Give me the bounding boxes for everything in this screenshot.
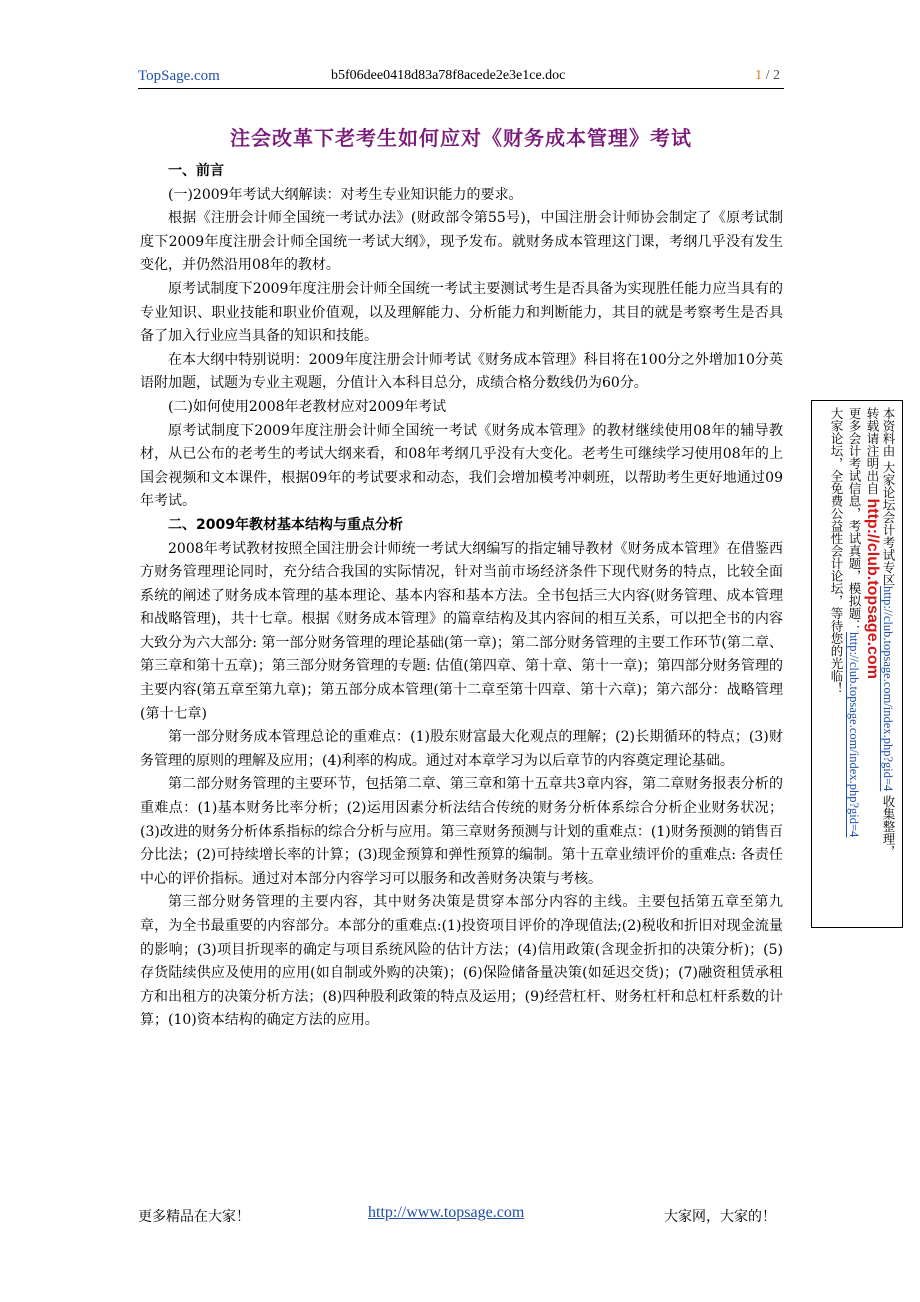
page-current: 1 [755,68,763,83]
file-name: b5f06dee0418d83a78f8acede2e3e1ce.doc [331,68,566,83]
paragraph: (一)2009年考试大纲解读：对考生专业知识能力的要求。 [168,186,523,203]
paragraph: 原考试制度下2009年度注册会计师全国统一考试主要测试考生是否具备为实现胜任能力应当具有的专业知识、职业技能和职业价值观，以及理解能力、分析能力和判断能力，其目的就是考察考生是否具备了加入行业应当具备的知识和技能。 [140,280,783,345]
club-big-link[interactable]: http://club.topsage.com [864,498,881,679]
notice-text: 大家论坛，全免费公益性会计论坛，等待您的光临！ [829,407,844,695]
paragraph: 第三部分财务管理的主要内容，其中财务决策是贯穿本部分内容的主线。主要包括第五章至第九章，为全书最重要的内容部分。本部分的重难点:(1)投资项目评价的净现值法;(2)税收和折旧对现金流量的影响；(3)项目折现率的确定与项目系统风险的估计方法；(4)信用政策(含现金折扣的决策分析)；(5)存货陆续供应及使用的应用(如自制或外购的决策)；(6)保险储备量决策(如延迟交货)；(7)融资租赁承租方和出租方的决策分析方法；(8)四种股利政策的特点及运用；(9)经营杠杆、财务杠杆和总杠杆系数的计算；(10)资本结构的确定方法的应用。 [140,894,783,1029]
document-body [140,160,783,1033]
notice-text: 转载请注明出自 [865,407,880,499]
notice-column-2 [865,407,880,679]
paragraph: 原考试制度下2009年度注册会计师全国统一考试《财务成本管理》的教材继续使用08年的辅导教材，从已公布的老考生的考试大纲来看，和08年考纲几乎没有大变化。老考生可继续学习使用08年的上国会视频和文本课件，根据09年的考试要求和动态，我们会增加模考冲刺班，以帮助考生更好地通过09年考试。 [140,422,783,510]
site-name[interactable]: TopSage.com [138,68,220,84]
notice-column-4 [829,407,844,695]
footer-left-text: 更多精品在大家！ [138,1209,250,1225]
notice-text: 收集整理， [881,791,896,858]
footer-right-text: 大家网，大家的！ [664,1209,776,1225]
page-header [138,66,784,89]
paragraph: 第二部分财务管理的主要环节，包括第二章、第三章和第十五章共3章内容，第二章财务报表分析的重难点：(1)基本财务比率分析；(2)运用因素分析法结合传统的财务分析体系综合分析企业财务状况；(3)改进的财务分析体系指标的综合分析与应用。第三章财务预测与计划的重难点：(1)财务预测的销售百分比法；(2)可持续增长率的计算；(3)现金预算和弹性预算的编制。第十五章业绩评价的重难点: 各责任中心的评价指标。通过对本部分内容学习可以服务和改善财务决策与考核。 [140,776,783,887]
page-separator: / [762,68,773,83]
club-link[interactable]: http://club.topsage.com/index.php?gid=4 [881,585,895,792]
notice-text: 更多会计考试信息，考试真题，模拟题： [847,407,862,632]
notice-column-1 [880,407,896,858]
notice-column-3 [846,407,862,837]
paragraph: (二)如何使用2008年老教材应对2009年考试 [168,398,447,415]
section-heading-1: 一、前言 [168,163,224,179]
paragraph: 2008年考试教材按照全国注册会计师统一考试大纲编写的指定辅导教材《财务成本管理》在借鉴西方财务管理理论同时，充分结合我国的实际情况，针对当前市场经济条件下现代财务的特点，比较全面系统的阐述了财务成本管理的基本理论、基本内容和基本方法。全书包括三大内容(财务管理、成本管理和战略管理)，共十七章。根据《财务成本管理》的篇章结构及其内容间的相互关系，可以把全书的内容大致分为六大部分: 第一部分财务管理的理论基础(第一章)；第二部分财务管理的主要工作环节(第二章、第三章和第十五章)；第三部分财务管理的专题: 估值(第四章、第十章、第十一章)；第四部分财务管理的主要内容(第五章至第九章)；第五部分成本管理(第十二章至第十四章、第十六章)；第六部分：战略管理(第十七章) [140,540,783,722]
section-heading-2: 二、2009年教材基本结构与重点分析 [168,516,403,533]
footer-link[interactable]: http://www.topsage.com [368,1204,525,1221]
page-total: 2 [773,68,780,83]
page-indicator [755,68,780,84]
source-notice-box [811,400,903,928]
club-link[interactable]: http://club.topsage.com/index.php?gid=4 [847,632,861,838]
paragraph: 第一部分财务成本管理总论的重难点：(1)股东财富最大化观点的理解；(2)长期循环的特点；(3)财务管理的原则的理解及应用；(4)利率的构成。通过对本章学习为以后章节的内容奠定理论基础。 [140,729,783,769]
page-footer [138,1204,784,1228]
paragraph: 在本大纲中特别说明：2009年度注册会计师考试《财务成本管理》科目将在100分之外增加10分英语附加题，试题为专业主观题，分值计入本科目总分，成绩合格分数线仍为60分。 [140,351,783,392]
paragraph: 根据《注册会计师全国统一考试办法》(财政部令第55号)，中国注册会计师协会制定了《原考试制度下2009年度注册会计师全国统一考试大纲》，现予发布。就财务成本管理这门课，考纲几乎没有发生变化，并仍然沿用08年的教材。 [140,210,783,274]
document-title: 注会改革下老考生如何应对《财务成本管理》考试 [230,126,692,150]
notice-text: 本资料由 大家论坛会计考试专区 [881,407,896,586]
